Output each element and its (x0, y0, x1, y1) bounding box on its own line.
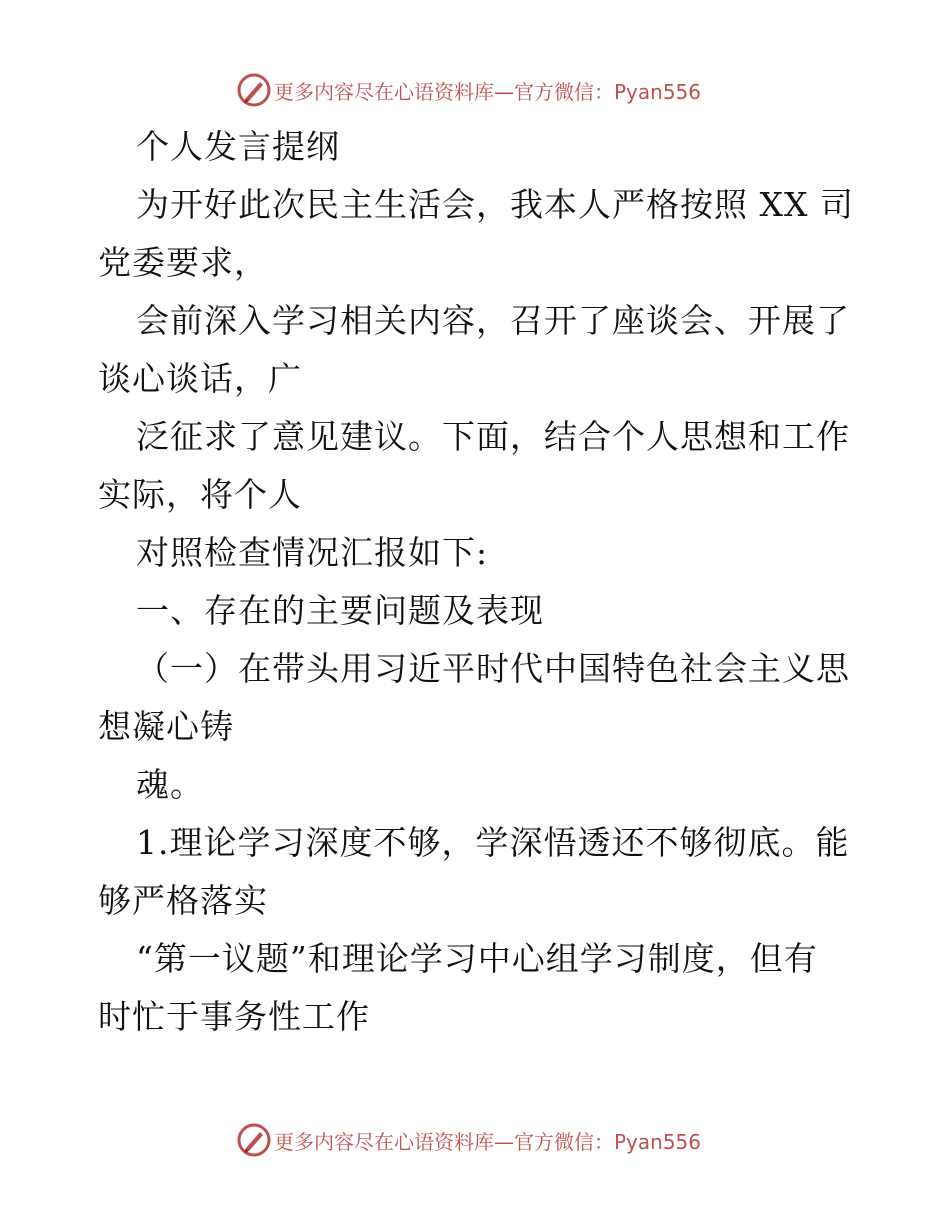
paragraph-line: 够严格落实 (98, 881, 268, 920)
pen-logo-icon (236, 72, 272, 108)
paragraph-line: 为开好此次民主生活会，我本人严格按照 XX 司 (136, 185, 854, 224)
paragraph-line: 对照检查情况汇报如下: (136, 533, 489, 572)
paragraph-line: 个人发言提纲 (136, 127, 340, 166)
paragraph-line: 会前深入学习相关内容，召开了座谈会、开展了 (136, 301, 850, 340)
subsection-heading: （一）在带头用习近平时代中国特色社会主义思 (136, 649, 850, 688)
pen-logo-icon (236, 1122, 272, 1158)
paragraph-line: 魂。 (136, 765, 204, 804)
header-watermark-banner (236, 70, 716, 110)
paragraph-line: 时忙于事务性工作 (98, 997, 370, 1036)
paragraph-line: 谈心谈话，广 (98, 359, 302, 398)
paragraph-line: 党委要求， (98, 243, 268, 282)
footer-banner-text: 更多内容尽在心语资料库—官方微信：Pyan556 (274, 1129, 702, 1154)
footer-watermark-banner (236, 1120, 716, 1160)
paragraph-line: 泛征求了意见建议。下面，结合个人思想和工作 (136, 417, 850, 456)
section-heading: 一、存在的主要问题及表现 (136, 591, 544, 630)
header-banner-text: 更多内容尽在心语资料库—官方微信：Pyan556 (274, 79, 702, 104)
paragraph-line: 实际，将个人 (98, 475, 302, 514)
paragraph-line: “第一议题”和理论学习中心组学习制度，但有 (136, 939, 818, 978)
paragraph-line: 想凝心铸 (98, 707, 234, 746)
paragraph-line: 1.理论学习深度不够，学深悟透还不够彻底。能 (136, 823, 850, 862)
document-body (98, 118, 858, 1046)
